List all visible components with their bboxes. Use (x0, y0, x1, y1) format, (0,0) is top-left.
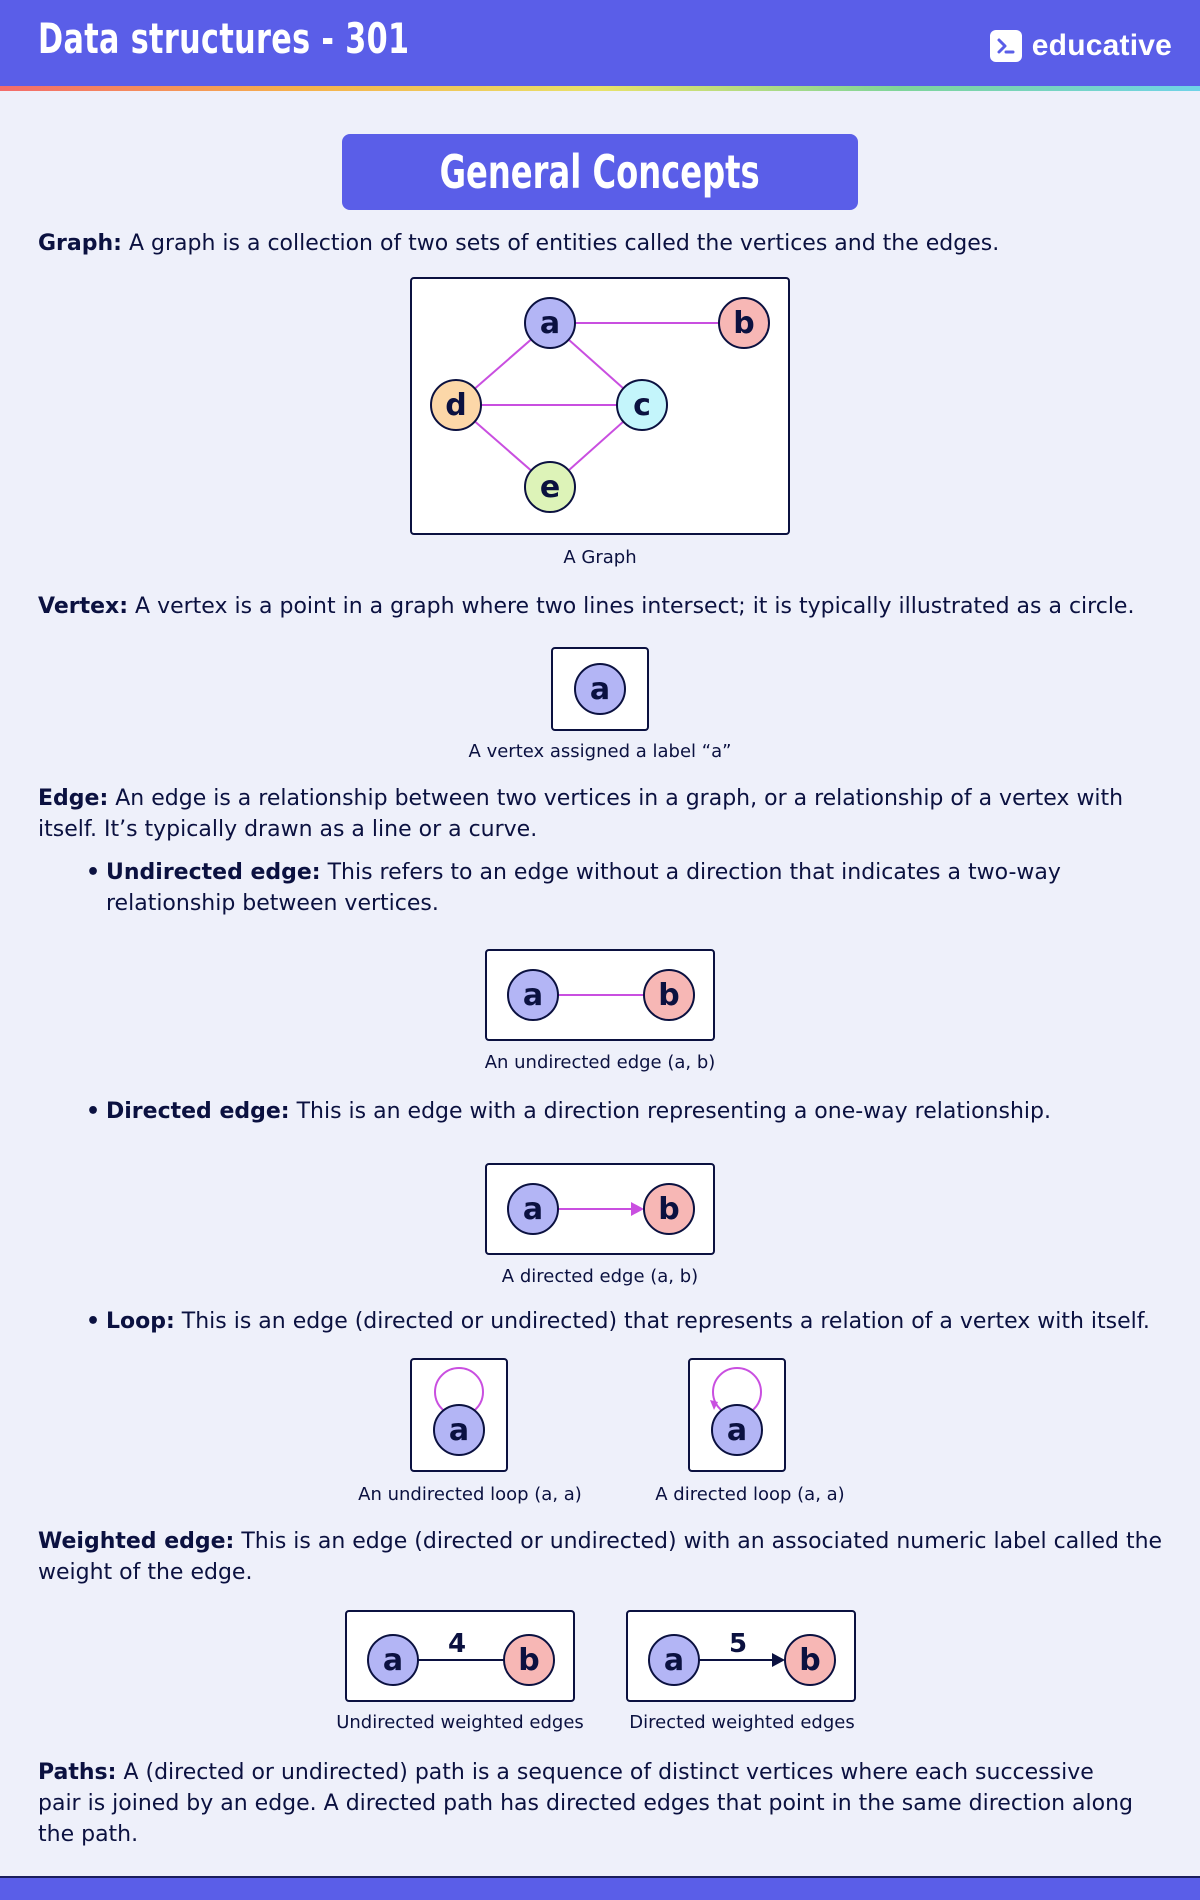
weighted-text: This is an edge (directed or undirected) with an associated numeric label called the weight of the edge. (38, 1529, 1163, 1585)
header-bar (0, 0, 1200, 90)
edge-text: An edge is a relationship between two vertices in a graph, or a relationship of a vertex with itself. It’s typically drawn as a line or a curve. (38, 786, 1124, 842)
graph-caption: A Graph (563, 547, 637, 568)
paths-text: A (directed or undirected) path is a sequence of distinct vertices where each successive pair is joined by an edge. A directed path has directed edges that point in the same direction along the path. (38, 1760, 1134, 1847)
vertex-a-label: a (726, 1413, 748, 1448)
vertex-definition (38, 591, 1168, 622)
bullet-dot: • (86, 1309, 101, 1334)
directed-term: Directed edge: (106, 1099, 290, 1124)
loop-text: This is an edge (directed or undirected) that represents a relation of a vertex with itself. (174, 1309, 1150, 1334)
page-title: Data structures - 301 (38, 14, 410, 63)
undirected-edge-bullet (86, 857, 1166, 919)
edge-definition (38, 783, 1168, 845)
arrowhead-icon (772, 1653, 785, 1667)
directed-edge-bullet (86, 1096, 1166, 1127)
section-banner (342, 134, 858, 210)
undirected-loop-figure (410, 1358, 508, 1472)
vertex-text: A vertex is a point in a graph where two lines intersect; it is typically illustrated as a circle. (128, 594, 1135, 619)
weighted-edge-definition (38, 1526, 1168, 1588)
directed-edge-figure (485, 1163, 715, 1255)
edge-term: Edge: (38, 786, 109, 811)
brand-name: educative (1031, 29, 1172, 62)
arrowhead-icon (631, 1202, 644, 1216)
loop-bullet (86, 1306, 1166, 1337)
vertex-e-label: e (539, 470, 561, 505)
undirected-edge-caption: An undirected edge (a, b) (484, 1052, 716, 1073)
graph-term: Graph: (38, 231, 122, 256)
vertex-c-label: c (633, 388, 651, 423)
graph-definition (38, 228, 1168, 259)
vertex-caption: A vertex assigned a label “a” (468, 741, 732, 762)
edge-weight: 5 (728, 1629, 748, 1659)
weighted-term: Weighted edge: (38, 1529, 235, 1554)
loop-term: Loop: (106, 1309, 175, 1334)
vertex-a-label: a (539, 306, 561, 341)
vertex-a-label: a (522, 978, 544, 1013)
undirected-edge-figure (485, 949, 715, 1041)
graph-figure (410, 277, 790, 535)
vertex-a-label: a (589, 672, 611, 707)
vertex-b-label: b (658, 978, 680, 1013)
vertex-b-label: b (658, 1192, 680, 1227)
vertex-b-label: b (799, 1643, 821, 1678)
vertex-b-label: b (733, 306, 755, 341)
directed-weighted-figure (626, 1610, 856, 1702)
directed-text: This is an edge with a direction representing a one-way relationship. (289, 1099, 1051, 1124)
undirected-weighted-caption: Undirected weighted edges (336, 1712, 584, 1733)
terminal-icon (990, 30, 1022, 62)
vertex-a-label: a (663, 1643, 685, 1678)
undirected-weighted-figure (345, 1610, 575, 1702)
graph-text: A graph is a collection of two sets of entities called the vertices and the edges. (121, 231, 1000, 256)
vertex-d-label: d (445, 388, 467, 423)
undirected-text: This refers to an edge without a direction that indicates a two-way relationship between vertices. (106, 860, 1061, 916)
vertex-a-label: a (448, 1413, 470, 1448)
brand-logo[interactable] (990, 28, 1172, 64)
vertex-b-label: b (518, 1643, 540, 1678)
bullet-dot: • (86, 860, 101, 885)
directed-loop-caption: A directed loop (a, a) (655, 1484, 845, 1505)
section-title: General Concepts (439, 145, 761, 199)
directed-loop-figure (688, 1358, 786, 1472)
rainbow-stripe (0, 86, 1200, 91)
vertex-a-label: a (522, 1192, 544, 1227)
paths-term: Paths: (38, 1760, 117, 1785)
vertex-figure (551, 647, 649, 731)
vertex-a-label: a (382, 1643, 404, 1678)
undirected-term: Undirected edge: (106, 860, 321, 885)
vertex-term: Vertex: (38, 594, 129, 619)
bullet-dot: • (86, 1099, 101, 1124)
undirected-loop-caption: An undirected loop (a, a) (358, 1484, 582, 1505)
paths-definition (38, 1757, 1138, 1850)
directed-weighted-caption: Directed weighted edges (629, 1712, 855, 1733)
directed-edge-caption: A directed edge (a, b) (501, 1266, 699, 1287)
footer-bar (0, 1876, 1200, 1900)
edge-weight: 4 (447, 1629, 467, 1659)
